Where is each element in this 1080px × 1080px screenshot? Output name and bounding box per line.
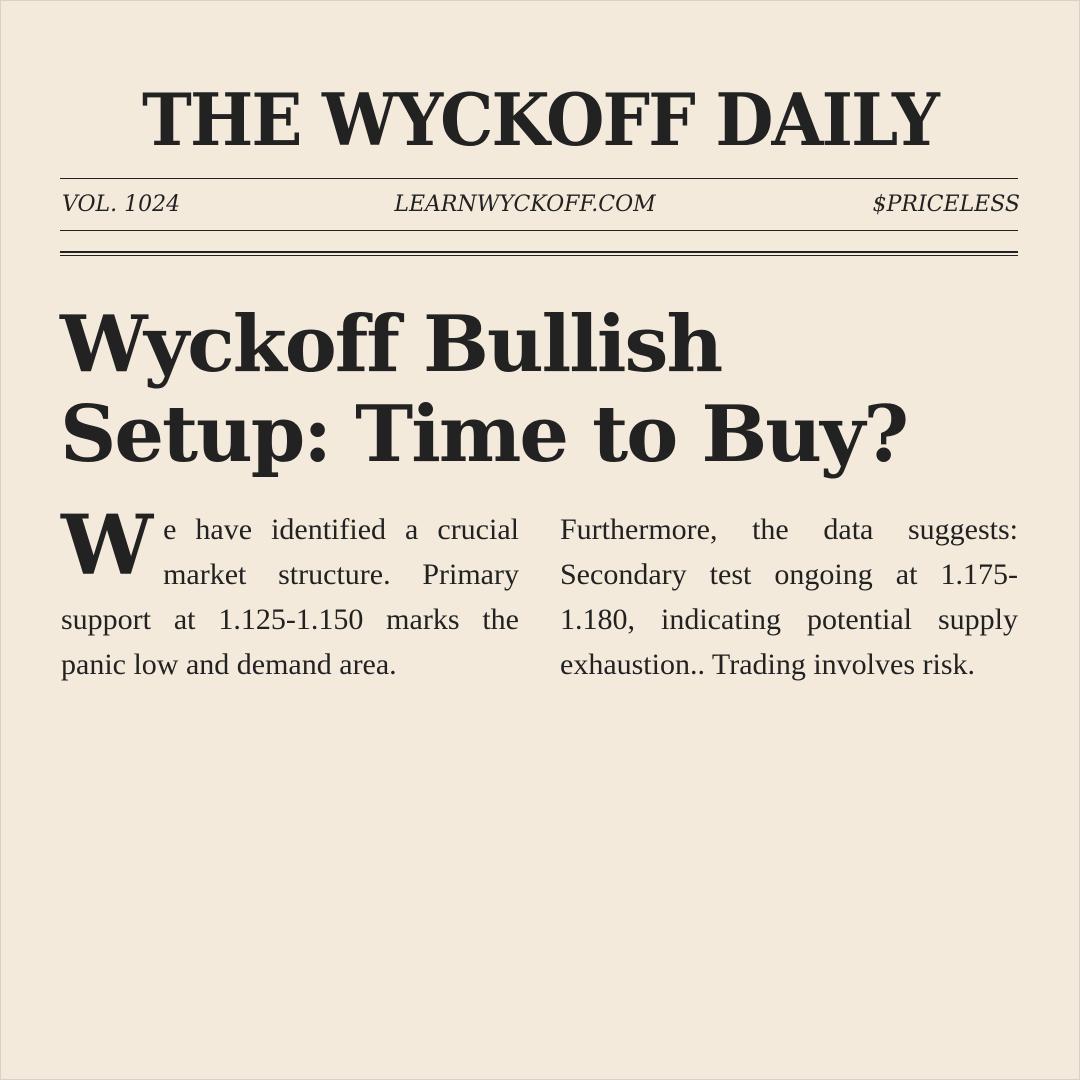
website-link[interactable]: LEARNWYCKOFF.COM	[394, 192, 656, 217]
headline-line-1: Wyckoff Bullish	[60, 299, 722, 390]
volume-number: VOL. 1024	[62, 192, 181, 217]
newspaper-masthead-title: THE WYCKOFF DAILY	[141, 77, 938, 162]
column-right-text: Furthermore, the data suggests: Secondary test ongoing at 1.175-1.180, indicating potential supply exhaustion.. Trading involves risk.	[560, 513, 1018, 681]
drop-cap-letter: W	[61, 498, 154, 594]
headline-line-2: Setup: Time to Buy?	[60, 389, 908, 480]
article-column-right	[560, 507, 1018, 687]
masthead-info-bar	[62, 187, 1020, 223]
column-left-text: e have identified a crucial market structure. Primary support at 1.125-1.150 marks the panic low and demand area.	[61, 513, 519, 681]
section-double-rule-bottom	[60, 255, 1018, 256]
section-double-rule-top	[60, 251, 1018, 253]
price-label: $PRICELESS	[872, 192, 1020, 217]
masthead-bottom-rule	[60, 230, 1018, 231]
article-column-left	[61, 498, 519, 687]
masthead-top-rule	[60, 178, 1018, 179]
article-headline	[60, 300, 1020, 480]
